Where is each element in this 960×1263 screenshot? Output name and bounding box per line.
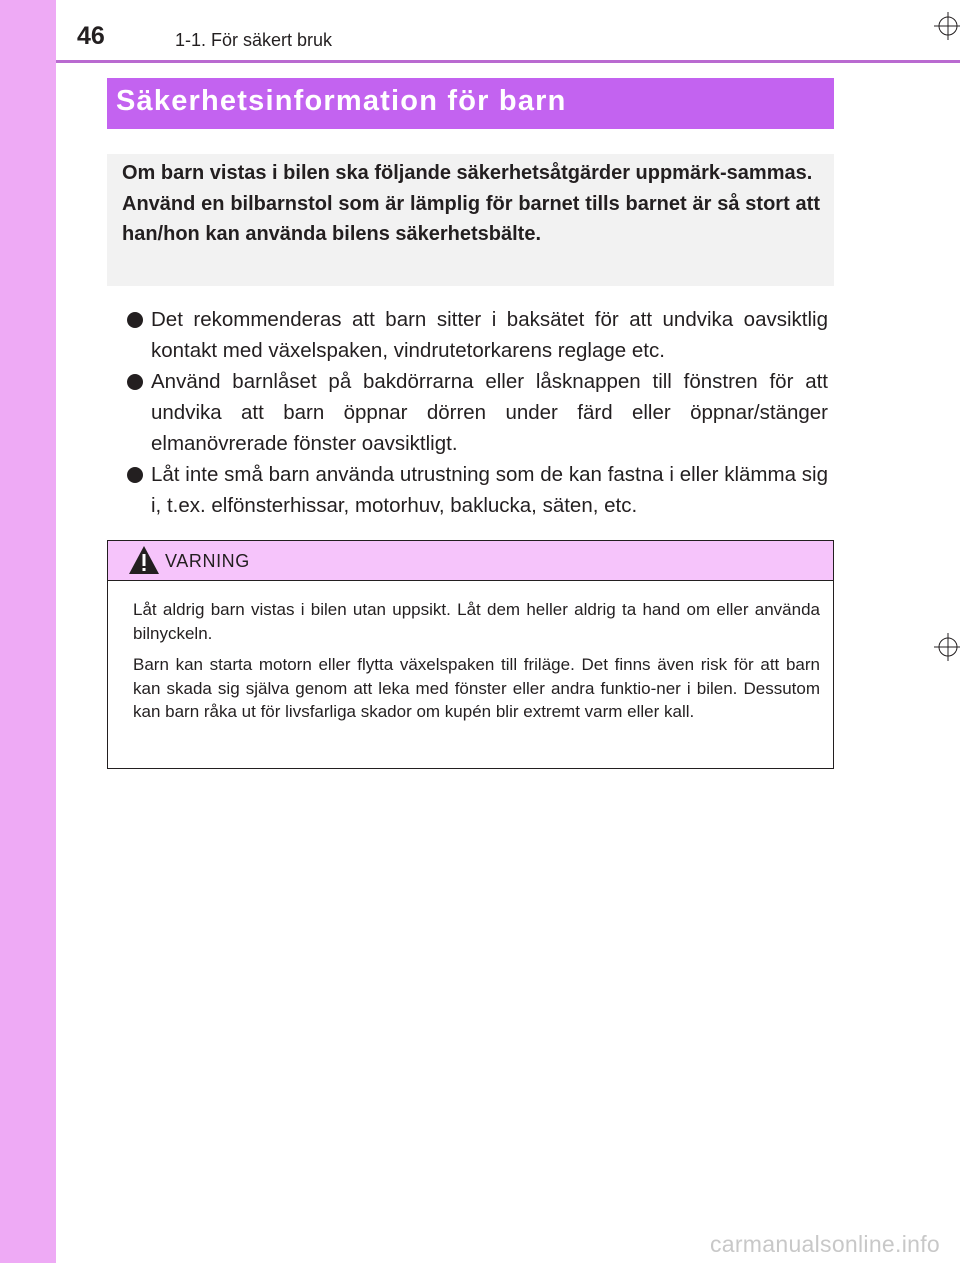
warning-triangle-icon	[128, 545, 160, 575]
warning-box	[107, 540, 834, 769]
warning-header	[108, 541, 833, 581]
warning-body	[133, 598, 820, 732]
list-item	[127, 304, 828, 366]
section-title-banner	[107, 78, 834, 129]
bullet-dot-icon	[127, 374, 143, 390]
list-item-text: Låt inte små barn använda utrustning som de kan fastna i eller klämma sig i, t.ex. elfönsterhissar, motorhuv, baklucka, säten, etc.	[151, 463, 828, 517]
header-rule	[56, 60, 960, 63]
list-item	[127, 459, 828, 521]
bullet-list	[127, 304, 828, 521]
warning-paragraph: Barn kan starta motorn eller flytta växelspaken till friläge. Det finns även risk för att barn kan skada sig själva genom att leka med fönster eller andra funktio-ner i bilen. Dessutom kan barn råka ut för livsfarliga skador om kupén blir extremt varm eller kall.	[133, 655, 820, 721]
list-item-text: Det rekommenderas att barn sitter i baksätet för att undvika oavsiktlig kontakt med växelspaken, vindrutetorkarens reglage etc.	[151, 308, 828, 362]
bullet-dot-icon	[127, 312, 143, 328]
page-number: 46	[77, 22, 105, 50]
section-title: Säkerhetsinformation för barn	[116, 85, 567, 117]
watermark: carmanualsonline.info	[709, 1231, 940, 1257]
summary-box	[107, 154, 834, 286]
bullet-dot-icon	[127, 467, 143, 483]
crop-mark-icon	[934, 12, 960, 40]
list-item-text: Använd barnlåset på bakdörrarna eller låsknappen till fönstren för att undvika att barn öppnar dörren under färd eller öppnar/stänger elmanövrerade fönster oavsiktligt.	[151, 370, 828, 455]
warning-paragraph: Låt aldrig barn vistas i bilen utan uppsikt. Låt dem heller aldrig ta hand om eller använda bilnyckeln.	[133, 600, 820, 643]
crop-mark-icon	[934, 633, 960, 661]
page-side-band	[0, 0, 56, 1263]
list-item	[127, 366, 828, 459]
summary-line: Om barn vistas i bilen ska följande säkerhetsåtgärder uppmärk-sammas.	[122, 162, 813, 184]
warning-label: VARNING	[165, 551, 250, 571]
chapter-title: 1-1. För säkert bruk	[175, 30, 333, 50]
summary-line: Använd en bilbarnstol som är lämplig för barnet tills barnet är så stort att han/hon kan använda bilens säkerhetsbälte.	[122, 192, 820, 245]
